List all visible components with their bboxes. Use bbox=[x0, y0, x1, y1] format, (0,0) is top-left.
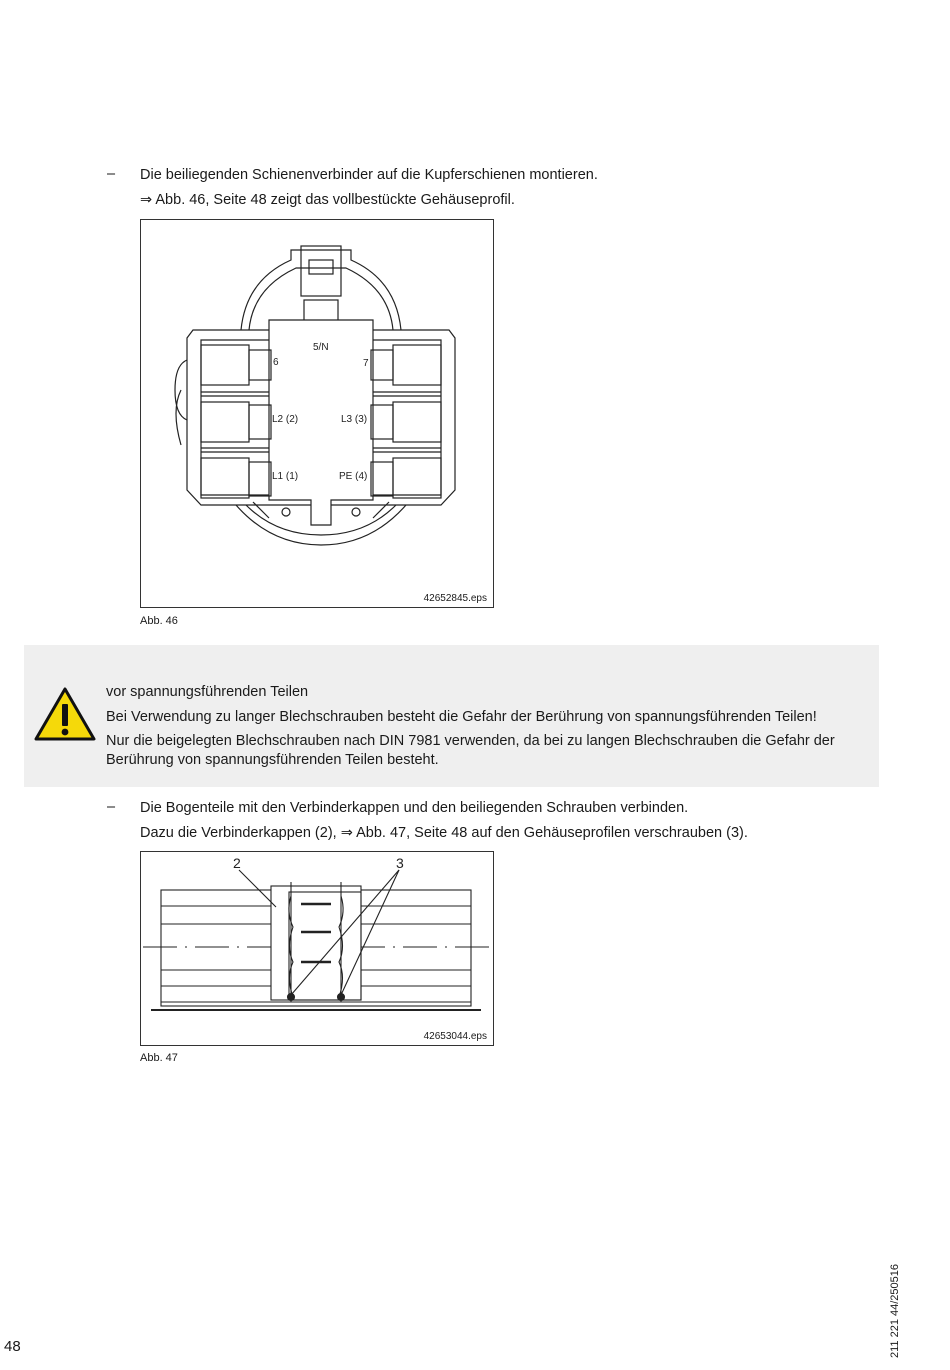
step2-line2-post: Abb. 47, Seite 48 auf den Gehäuseprofilen verschrauben (3). bbox=[356, 825, 748, 841]
label-l1: L1 (1) bbox=[272, 471, 299, 482]
step2-line2 bbox=[140, 823, 748, 843]
step2-line2-pre: Dazu die Verbinderkappen (2), bbox=[140, 825, 337, 841]
label-7: 7 bbox=[363, 358, 369, 369]
connector-cap-diagram bbox=[141, 852, 493, 1045]
label-pe: PE (4) bbox=[339, 471, 368, 482]
figure-47 bbox=[140, 851, 494, 1046]
figure-46 bbox=[140, 219, 494, 608]
warning-text: Nur die beigelegten Blechschrauben nach DIN 7981 verwenden, da bei zu langen Blechschrauben die Gefahr der Berührung von spannungsführenden Teilen besteht. bbox=[106, 733, 835, 768]
label-6: 6 bbox=[273, 357, 279, 368]
step1-reference bbox=[140, 190, 515, 210]
figure-caption: Abb. 46 bbox=[140, 615, 178, 627]
label-3: 3 bbox=[396, 855, 404, 871]
warning-subtitle: vor spannungsführenden Teilen bbox=[106, 684, 309, 700]
step1-text: Die beiliegenden Schienenverbinder auf die Kupferschienen montieren. bbox=[140, 167, 598, 183]
step1-ref-text: Abb. 46, Seite 48 zeigt das vollbestückte Gehäuseprofil. bbox=[155, 192, 515, 208]
figure-file-id: 42652845.eps bbox=[423, 593, 487, 604]
step2-text: Die Bogenteile mit den Verbinderkappen und den beiliegenden Schrauben verbinden. bbox=[140, 800, 689, 816]
arrow-icon: ⇒ bbox=[140, 192, 153, 208]
warning-bold-text: Bei Verwendung zu langer Blechschrauben besteht die Gefahr der Berührung von spannungsführenden Teilen! bbox=[106, 709, 817, 725]
document-id: 211 221 44/250516 bbox=[889, 1264, 901, 1358]
list-dash: – bbox=[107, 799, 116, 815]
label-l2: L2 (2) bbox=[272, 414, 299, 425]
arrow-icon: ⇒ bbox=[340, 825, 353, 841]
list-dash: – bbox=[107, 166, 116, 182]
label-l3: L3 (3) bbox=[341, 414, 368, 425]
warning-triangle-icon bbox=[33, 686, 97, 742]
figure-file-id: 42653044.eps bbox=[423, 1031, 487, 1042]
label-2: 2 bbox=[233, 855, 241, 871]
label-5n: 5/N bbox=[313, 342, 329, 353]
busbar-housing-diagram bbox=[141, 220, 493, 607]
page-number: 48 bbox=[4, 1338, 21, 1355]
figure-caption: Abb. 47 bbox=[140, 1052, 178, 1064]
